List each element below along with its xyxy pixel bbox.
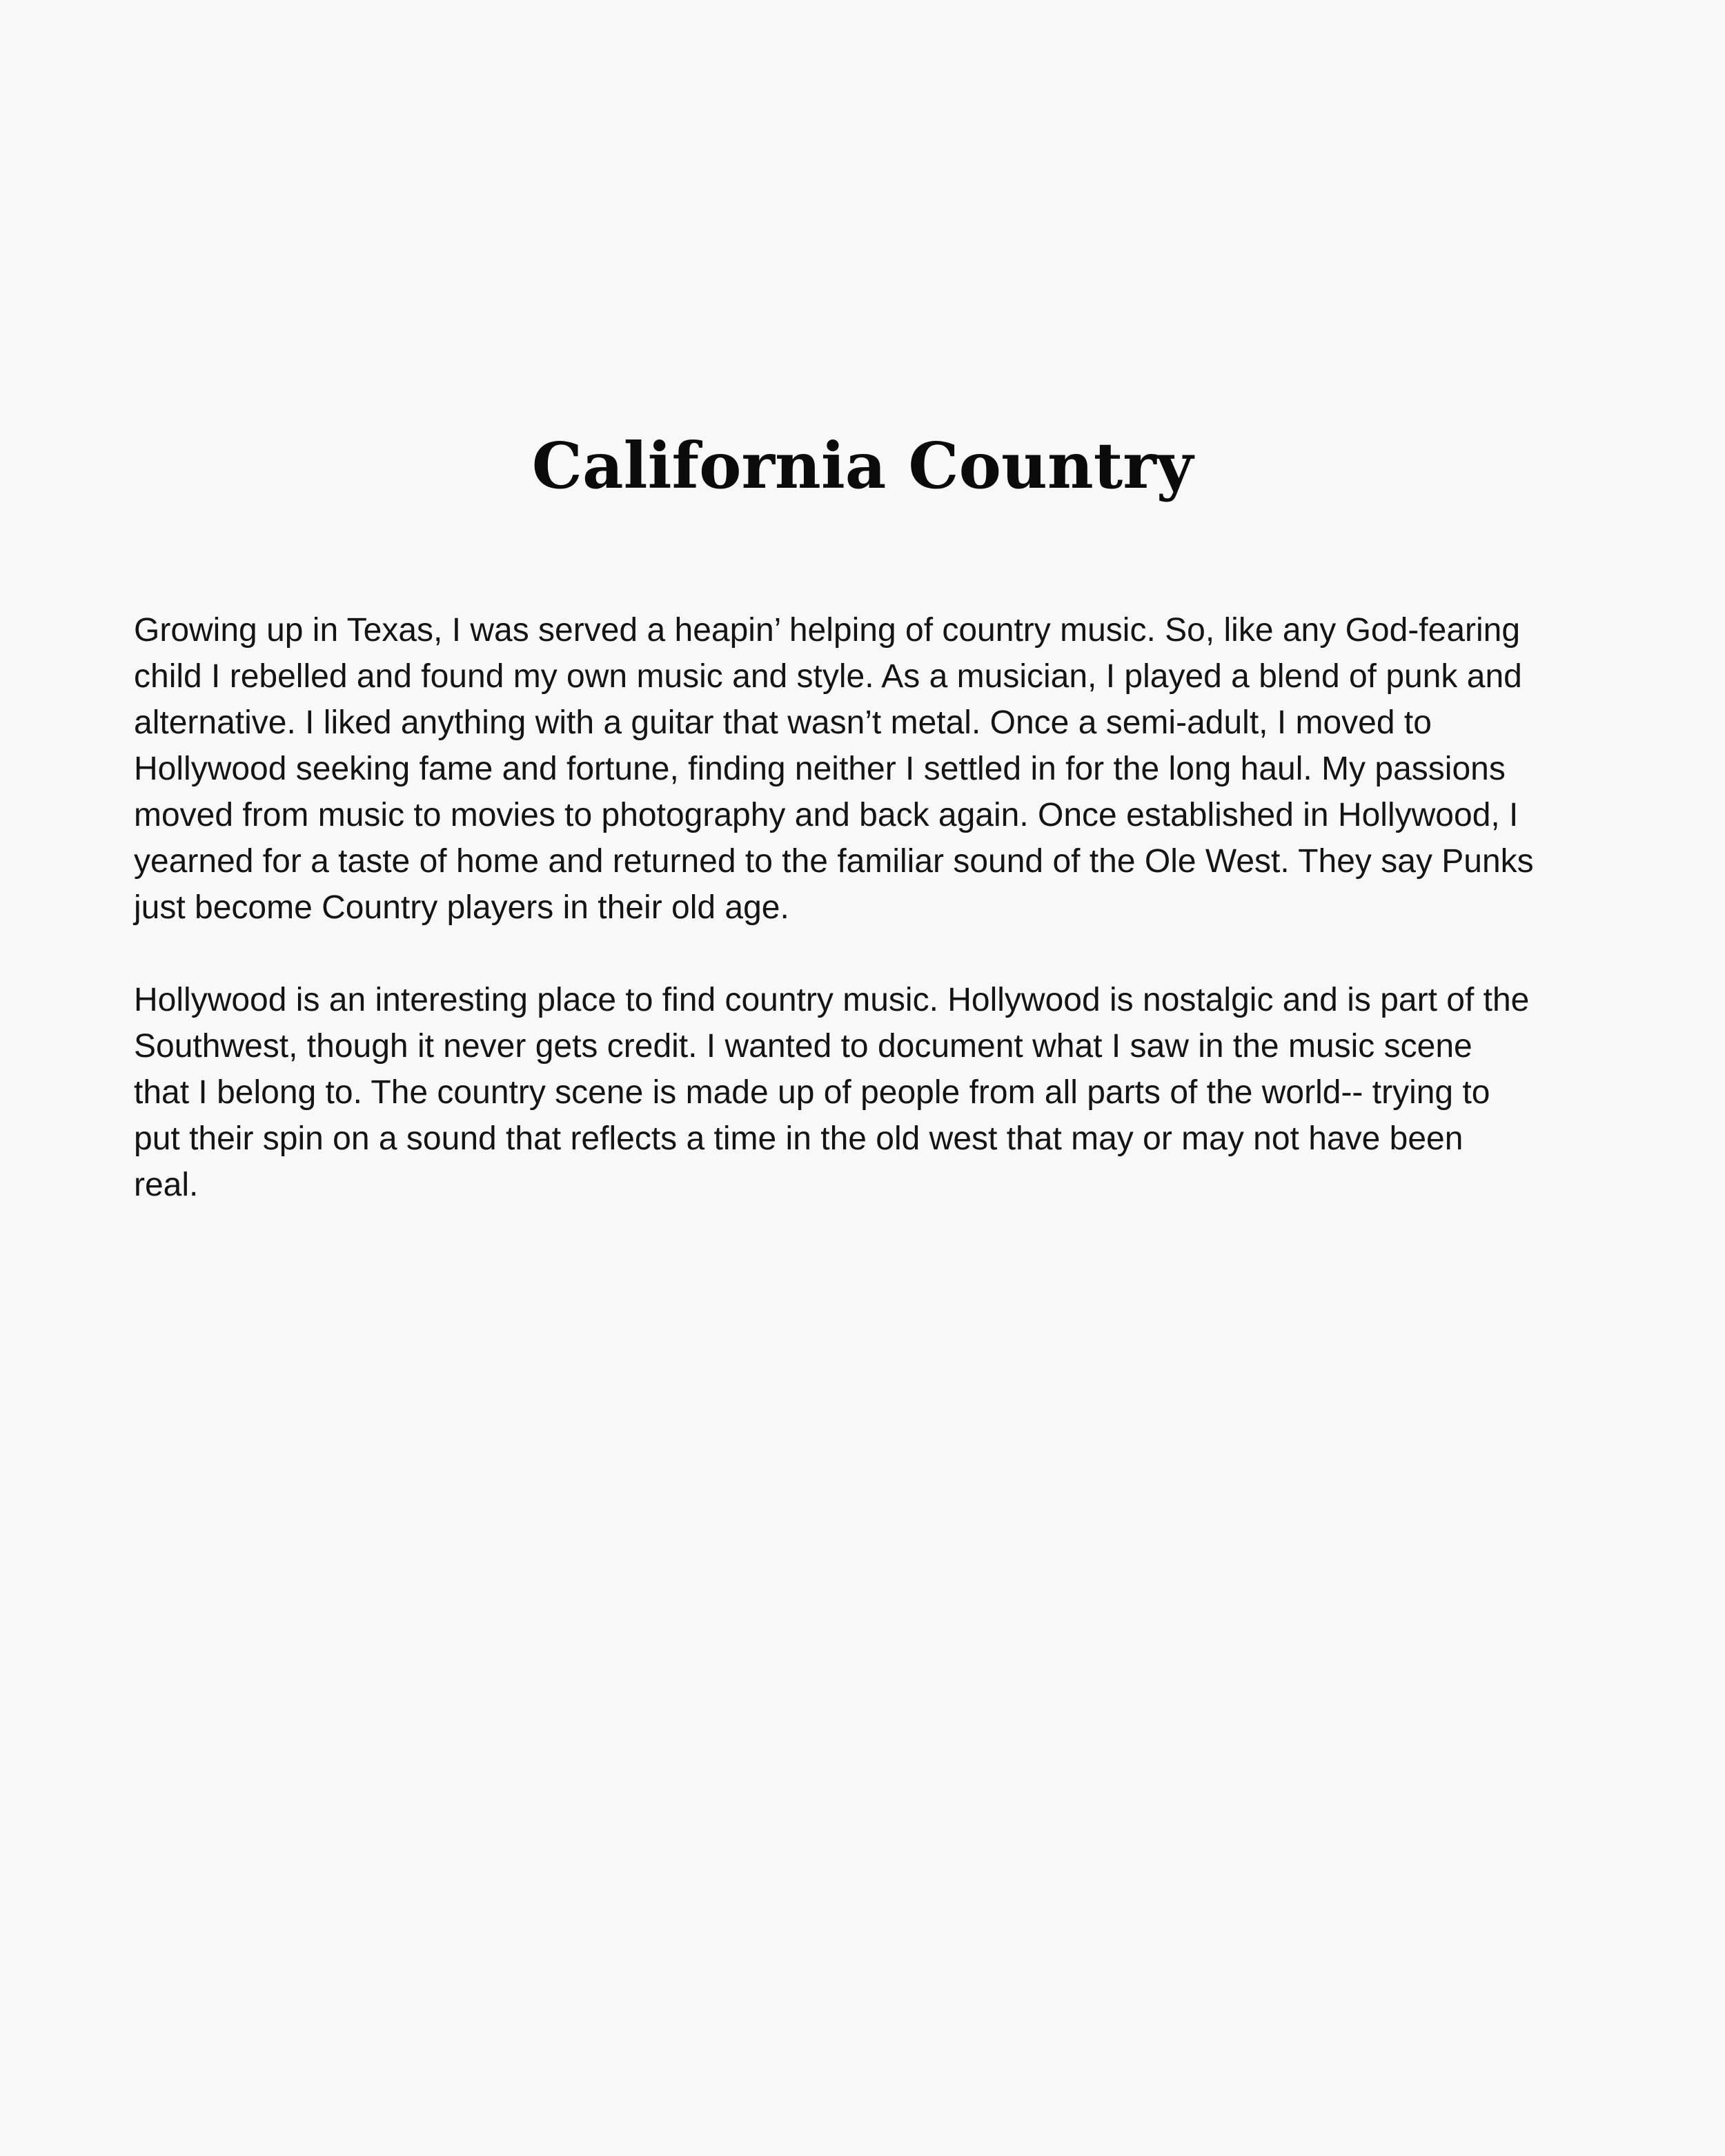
paragraph-1: Growing up in Texas, I was served a heapin’ helping of country music. So, like any God-fearing child I rebelled and found my own music and style. As a musician, I played a blend of punk and alternative. I liked anything with a guitar that wasn’t metal. Once a semi-adult, I moved to Hollywood seeking fame and fortune, finding neither I settled in for the long haul. My passions moved from music to movies to photography and back again. Once established in Hollywood, I yearned for a taste of home and returned to the familiar sound of the Ole West. They say Punks just become Country players in their old age. (134, 612, 1534, 926)
body-text (134, 607, 1638, 1254)
page-title: California Country (531, 428, 1194, 503)
paragraph-2: Hollywood is an interesting place to find country music. Hollywood is nostalgic and is part of the Southwest, though it never gets credit. I wanted to document what I saw in the music scene that I belong to. The country scene is made up of people from all parts of the world-- trying to put their spin on a sound that reflects a time in the old west that may or may not have been real. (134, 982, 1530, 1203)
